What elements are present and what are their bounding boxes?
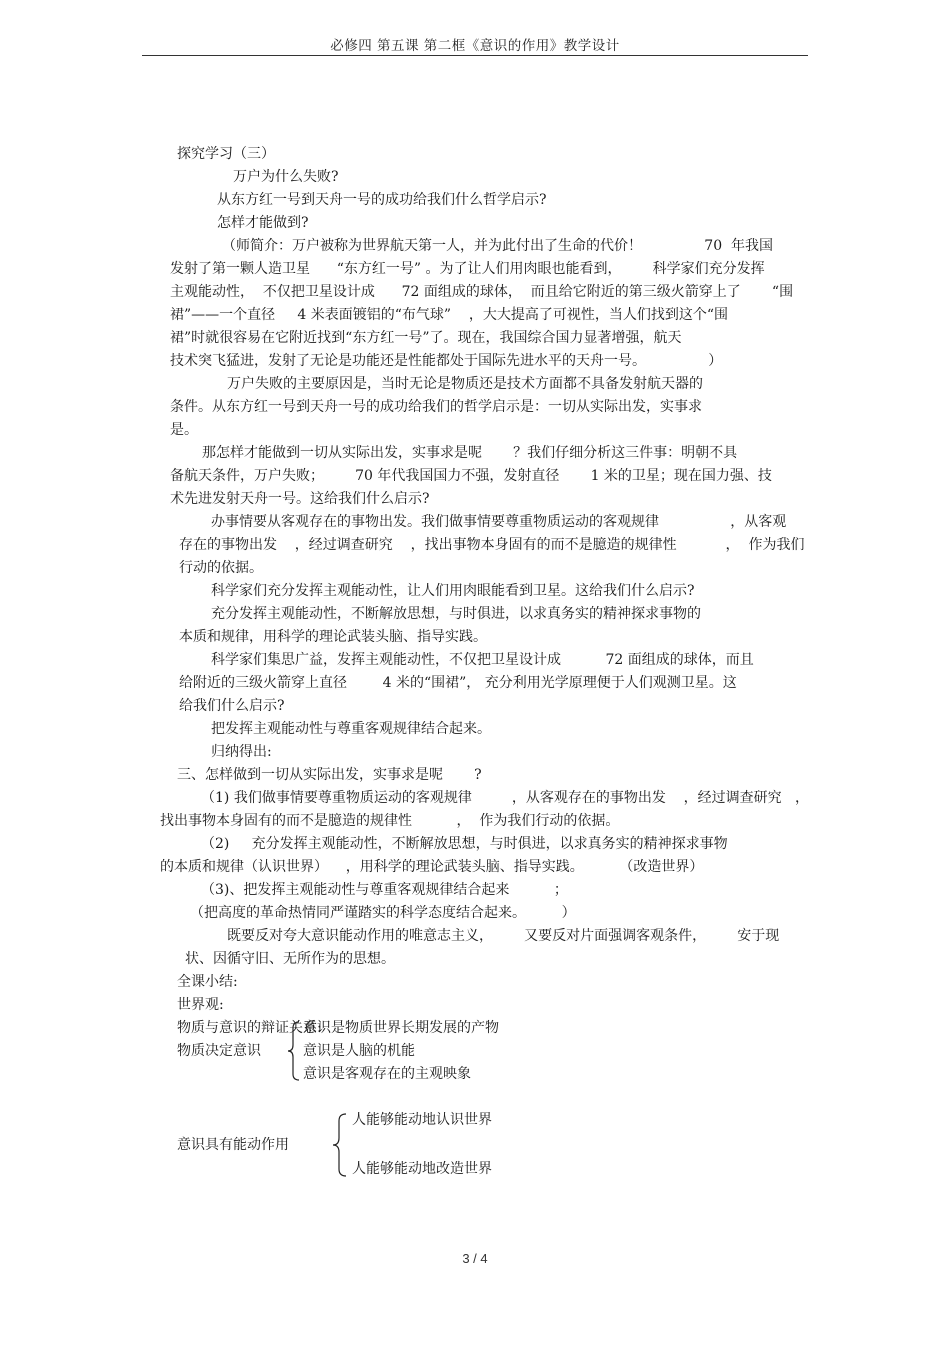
text-line: 万户为什么失败? [233, 169, 339, 185]
page-header: 必修四 第五课 第二框《意识的作用》教学设计 [330, 38, 620, 54]
text-line: 三、怎样做到一切从实际出发，实事求是呢 ? [177, 767, 482, 783]
text-line: 发射了第一颗人造卫星 “东方红一号” 。为了让人们用肉眼也能看到， 科学家们充分发挥 [170, 261, 765, 277]
summary-group1-item: 意识是客观存在的主观映象 [303, 1066, 471, 1082]
header-rule [142, 55, 808, 56]
text-line: 给我们什么启示? [179, 698, 285, 714]
text-line: （1) 我们做事情要尊重物质运动的客观规律 ，从客观存在的事物出发 ，经过调查研究 ， [201, 790, 810, 806]
summary-group1-item: 意识是人脑的机能 [303, 1043, 415, 1059]
text-line: 的本质和规律（认识世界） ，用科学的理论武装头脑、指导实践。 （改造世界） [160, 859, 704, 875]
text-line: 那怎样才能做到一切从实际出发，实事求是呢 ？我们仔细分析这三件事：明朝不具 [202, 445, 738, 461]
summary-group2-item: 人能够能动地改造世界 [352, 1161, 492, 1177]
summary-group1-item: 意识是物质世界长期发展的产物 [303, 1020, 499, 1036]
text-line: 存在的事物出发 ，经过调查研究 ，找出事物本身固有的而不是臆造的规律性 ， 作为我们 [179, 537, 805, 553]
summary-group1-label: 物质决定意识 [177, 1043, 261, 1059]
text-line: 裙”——一个直径 4 米表面镀铝的“布气球” ，大大提高了可视性，当人们找到这个“围 [170, 307, 729, 323]
text-line: （3)、把发挥主观能动性与尊重客观规律结合起来 ； [201, 882, 568, 898]
text-line: 找出事物本身固有的而不是臆造的规律性 ， 作为我们行动的依据。 [160, 813, 620, 829]
brace-icon [287, 1020, 301, 1082]
text-line: 办事情要从客观存在的事物出发。我们做事情要尊重物质运动的客观规律 ，从客观 [211, 514, 787, 530]
brace-icon [332, 1112, 348, 1178]
text-line: （2) 充分发挥主观能动性，不断解放思想，与时俱进，以求真务实的精神探求事物 [201, 836, 728, 852]
text-line: 技术突飞猛进，发射了无论是功能还是性能都处于国际先进水平的天舟一号。 ） [170, 353, 723, 369]
summary-group2-label: 意识具有能动作用 [177, 1137, 289, 1153]
text-line: （师简介：万户被称为世界航天第一人，并为此付出了生命的代价！ 70 年我国 [222, 238, 774, 254]
text-line: 裙”时就很容易在它附近找到“东方红一号”了。现在，我国综合国力显著增强，航天 [170, 330, 682, 346]
text-line: 探究学习（三） [177, 146, 275, 162]
text-line: 状、因循守旧、无所作为的思想。 [185, 951, 395, 967]
text-line: 科学家们充分发挥主观能动性，让人们用肉眼能看到卫星。这给我们什么启示? [211, 583, 695, 599]
text-line: （把高度的革命热情同严谨踏实的科学态度结合起来。 ） [190, 905, 576, 921]
page-number: 3 / 4 [462, 1251, 488, 1266]
text-line: 是。 [170, 422, 198, 438]
text-line: 世界观: [177, 997, 224, 1013]
text-line: 本质和规律，用科学的理论武装头脑、指导实践。 [179, 629, 487, 645]
text-line: 归纳得出: [211, 744, 272, 760]
text-line: 怎样才能做到? [217, 215, 309, 231]
text-line: 既要反对夸大意识能动作用的唯意志主义， 又要反对片面强调客观条件， 安于现 [227, 928, 780, 944]
text-line: 物质与意识的辩证关系: [177, 1020, 322, 1036]
text-line: 条件。从东方红一号到天舟一号的成功给我们的哲学启示是：一切从实际出发，实事求 [170, 399, 702, 415]
text-line: 主观能动性， 不仅把卫星设计成 72 面组成的球体， 而且给它附近的第三级火箭穿上了 “围 [170, 284, 794, 300]
text-line: 全课小结: [177, 974, 238, 990]
summary-group2-item: 人能够能动地认识世界 [352, 1112, 492, 1128]
text-line: 术先进发射天舟一号。这给我们什么启示? [170, 491, 430, 507]
text-line: 给附近的三级火箭穿上直径 4 米的“围裙”， 充分利用光学原理便于人们观测卫星。这 [179, 675, 737, 691]
text-line: 万户失败的主要原因是，当时无论是物质还是技术方面都不具备发射航天器的 [227, 376, 703, 392]
text-line: 科学家们集思广益，发挥主观能动性，不仅把卫星设计成 72 面组成的球体，而且 [211, 652, 754, 668]
text-line: 从东方红一号到天舟一号的成功给我们什么哲学启示? [217, 192, 547, 208]
text-line: 备航天条件，万户失败； 70 年代我国国力不强，发射直径 1 米的卫星；现在国力强、技 [170, 468, 772, 484]
text-line: 行动的依据。 [179, 560, 263, 576]
text-line: 充分发挥主观能动性，不断解放思想，与时俱进，以求真务实的精神探求事物的 [211, 606, 701, 622]
text-line: 把发挥主观能动性与尊重客观规律结合起来。 [211, 721, 491, 737]
